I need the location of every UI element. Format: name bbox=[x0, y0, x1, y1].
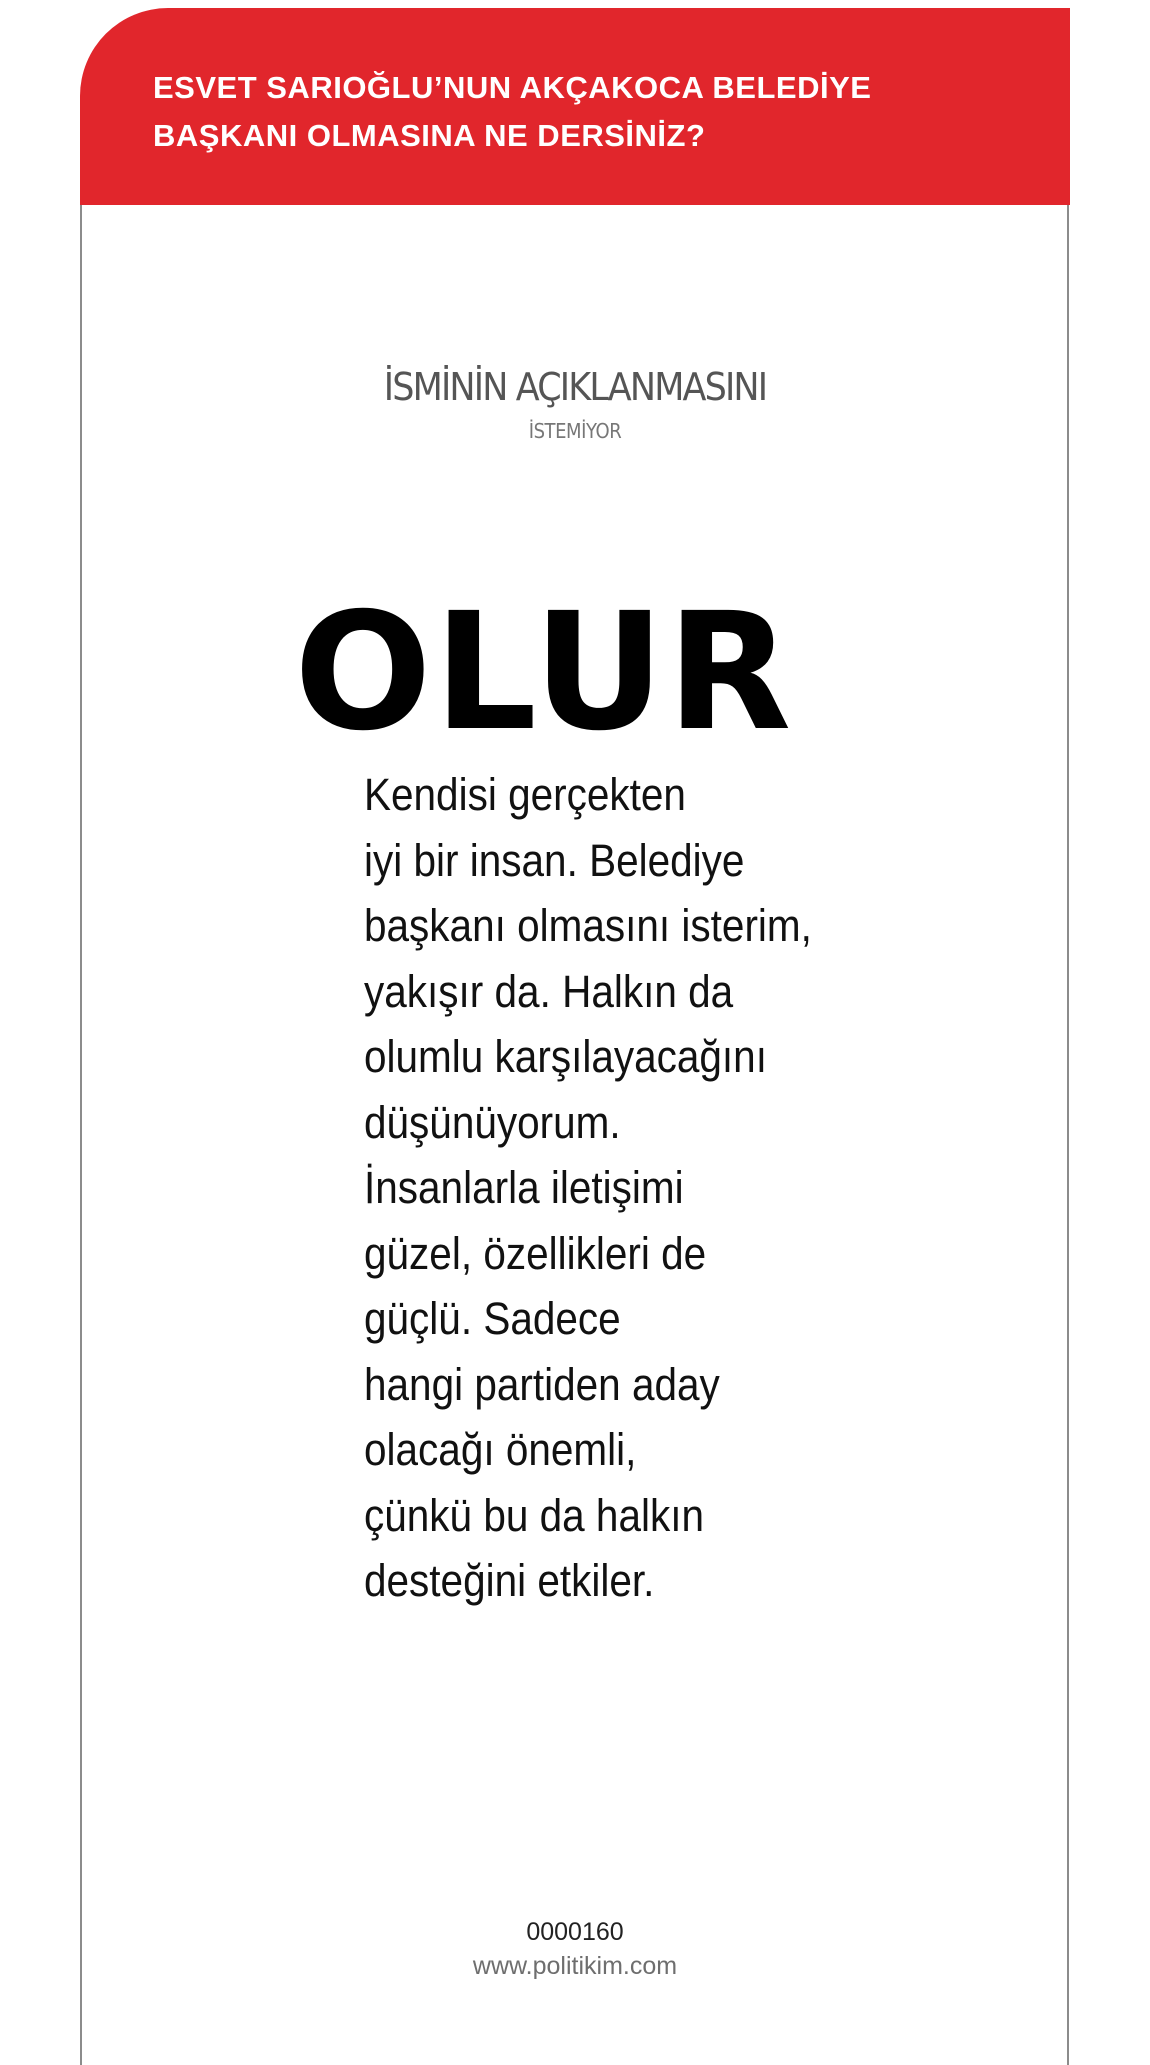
comment-text bbox=[364, 762, 814, 1614]
comment-line: desteğini etkiler. bbox=[364, 1555, 655, 1606]
comment-line: güzel, özellikleri de bbox=[364, 1227, 707, 1279]
comment-line: hangi partiden aday bbox=[364, 1358, 720, 1410]
comment-line: iyi bir insan. Belediye bbox=[364, 834, 745, 886]
respondent-block bbox=[0, 358, 1150, 446]
respondent-note: İSTEMİYOR bbox=[528, 419, 622, 443]
comment-line: düşünüyorum. bbox=[364, 1096, 621, 1148]
record-id: 0000160 bbox=[526, 1918, 624, 1946]
website-link[interactable]: www.politikim.com bbox=[472, 1952, 678, 1980]
comment-line: yakışır da. Halkın da bbox=[364, 965, 734, 1017]
comment-line: başkanı olmasını isterim, bbox=[364, 900, 812, 951]
comment-line: olumlu karşılayacağını bbox=[364, 1031, 767, 1082]
comment-line: İnsanlarla iletişimi bbox=[364, 1162, 684, 1213]
comment-line: Kendisi gerçekten bbox=[364, 769, 686, 820]
comment-line: olacağı önemli, bbox=[364, 1424, 637, 1475]
question-header bbox=[80, 8, 1070, 205]
respondent-name: İSMİNİN AÇIKLANMASINI bbox=[383, 365, 767, 409]
comment-line: güçlü. Sadece bbox=[364, 1293, 621, 1344]
question-title: ESVET SARIOĞLU’NUN AKÇAKOCA BELEDİYE BAŞKANI OLMASINA NE DERSİNİZ? bbox=[153, 70, 872, 153]
answer-heading: OLUR bbox=[294, 579, 794, 767]
comment-line: çünkü bu da halkın bbox=[364, 1489, 705, 1541]
